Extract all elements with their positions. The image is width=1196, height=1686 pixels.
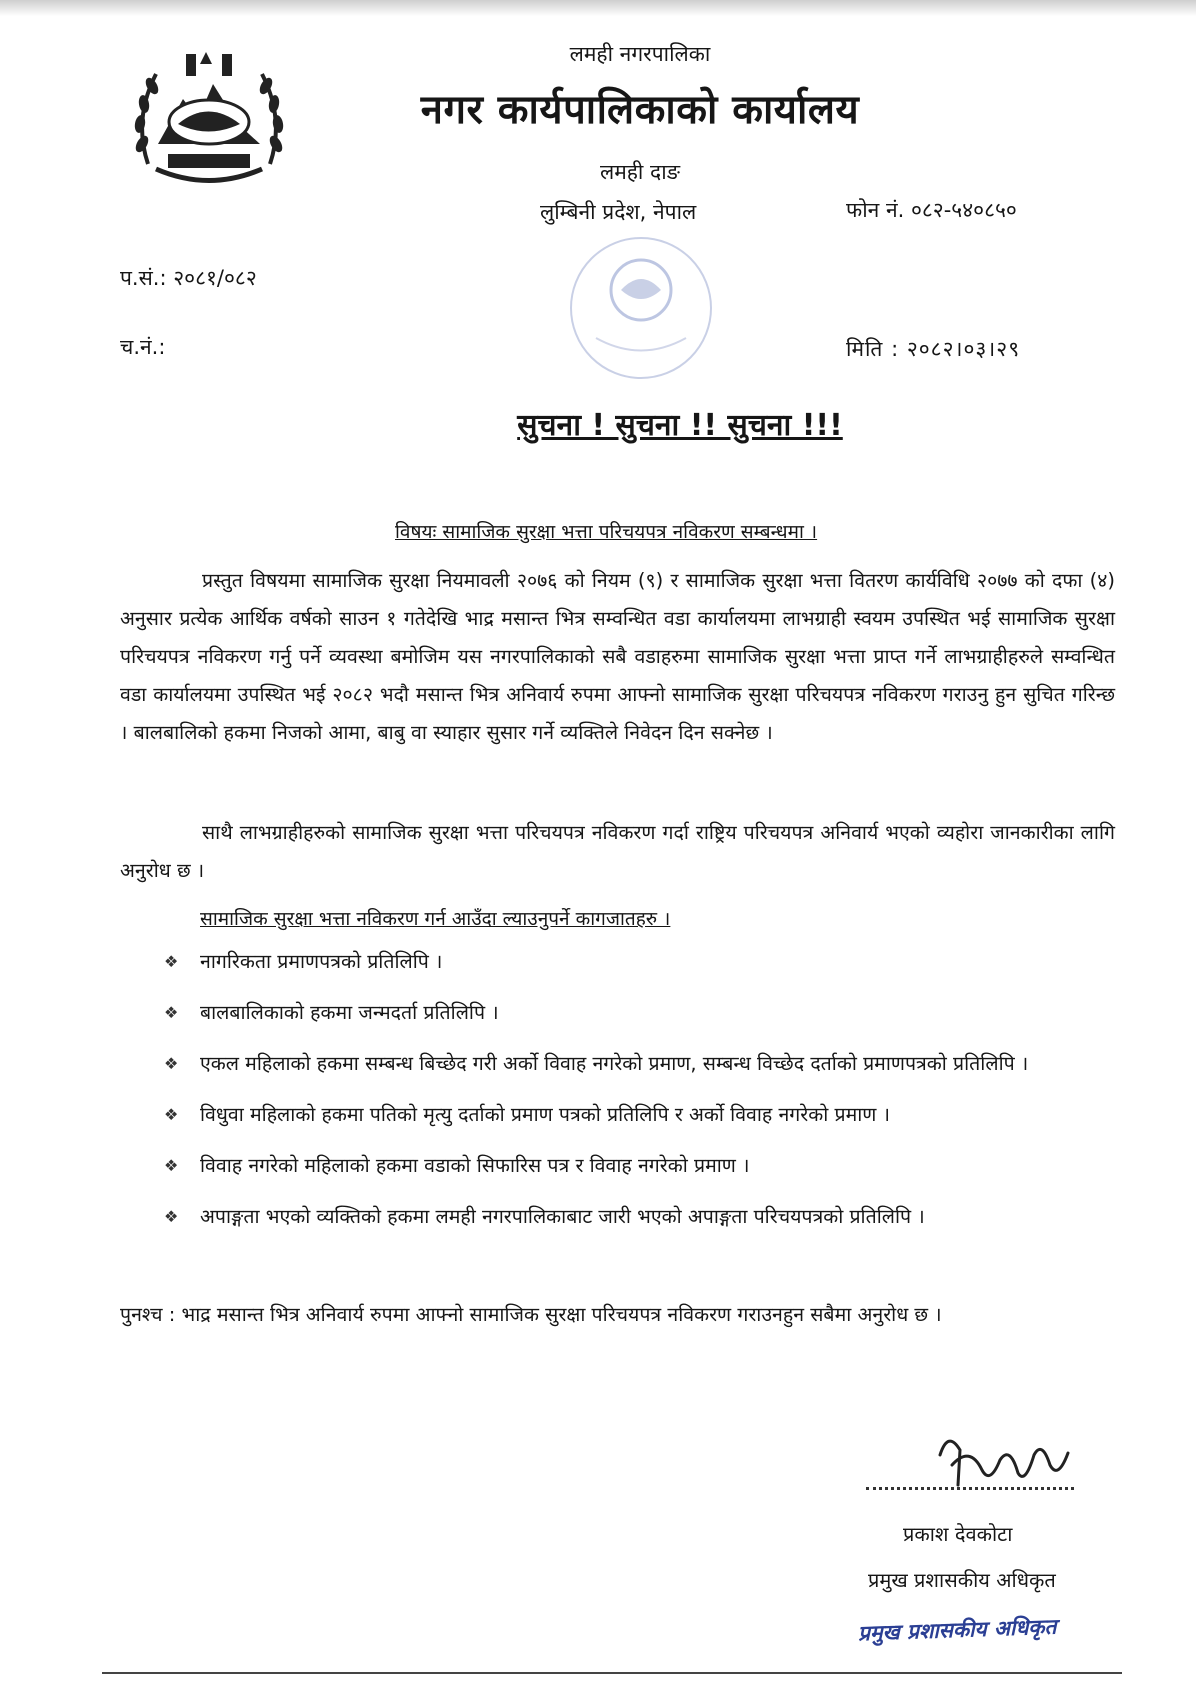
list-item (160, 1098, 1130, 1132)
designation-stamp: प्रमुख प्रशासकीय अधिकृत (857, 1614, 1057, 1646)
page-edge-shadow (0, 0, 1196, 16)
diamond-bullet-icon: ❖ (164, 1105, 179, 1124)
office-location: लमही दाङ (599, 160, 681, 184)
signature-line (866, 1487, 1074, 1490)
signer-title: प्रमुख प्रशासकीय अधिकृत (868, 1568, 1056, 1592)
diamond-bullet-icon: ❖ (164, 1207, 179, 1226)
signer-name: प्रकाश देवकोटा (903, 1522, 1013, 1546)
postscript: पुनश्च : भाद्र मसान्त भित्र अनिवार्य रुपमा आफ्नो सामाजिक सुरक्षा परिचयपत्र नविकरण गराउनहुन सबैमा अनुरोध छ । (120, 1303, 942, 1326)
diamond-bullet-icon: ❖ (164, 1156, 179, 1175)
documents-list (160, 945, 1130, 1251)
phone-number: फोन नं. ०८२-५४०८५० (846, 198, 1017, 222)
list-item-text: नागरिकता प्रमाणपत्रको प्रतिलिपि । (200, 950, 443, 973)
list-item (160, 996, 1130, 1030)
list-item (160, 1200, 1130, 1234)
list-item-text: विधुवा महिलाको हकमा पतिको मृत्यु दर्ताको प्रमाण पत्रको प्रतिलिपि र अर्को विवाह नगरेको प्रमाण । (200, 1103, 890, 1126)
diamond-bullet-icon: ❖ (164, 952, 179, 971)
list-item (160, 1047, 1130, 1081)
diamond-bullet-icon: ❖ (164, 1054, 179, 1073)
bottom-rule (102, 1672, 1122, 1674)
notice-title: सुचना ! सुचना !! सुचना !!! (517, 408, 843, 443)
list-item (160, 1149, 1130, 1183)
province-address: लुम्बिनी प्रदेश, नेपाल (540, 200, 697, 224)
body-paragraph-2: साथै लाभग्राहीहरुको सामाजिक सुरक्षा भत्ता परिचयपत्र नविकरण गर्दा राष्ट्रिय परिचयपत्र अनिवार्य भएको व्यहोरा जानकारीका लागि अनुरोध छ । (120, 821, 1115, 882)
diamond-bullet-icon: ❖ (164, 1003, 179, 1022)
office-stamp-icon (566, 228, 716, 388)
challan-number: च.नं.: (120, 335, 166, 359)
municipality-name: लमही नगरपालिका (569, 42, 711, 66)
reference-number: प.सं.: २०८१/०८२ (120, 266, 257, 290)
subject-line: विषयः सामाजिक सुरक्षा भत्ता परिचयपत्र नविकरण सम्बन्धमा । (395, 521, 818, 543)
list-item-text: विवाह नगरेको महिलाको हकमा वडाको सिफारिस पत्र र विवाह नगरेको प्रमाण । (200, 1154, 750, 1177)
list-item-text: एकल महिलाको हकमा सम्बन्ध बिच्छेद गरी अर्को विवाह नगरेको प्रमाण, सम्बन्ध विच्छेद दर्ताको प्रमाणपत्रको प्रतिलिपि । (200, 1052, 1029, 1075)
body-paragraph-1: प्रस्तुत विषयमा सामाजिक सुरक्षा नियमावली २०७६ को नियम (९) र सामाजिक सुरक्षा भत्ता वितरण कार्यविधि २०७७ को दफा (४) अनुसार प्रत्येक आर्थिक वर्षको साउन १ गतेदेखि भाद्र मसान्त भित्र सम्वन्धित वडा कार्यालयमा लाभग्राही स्वयम उपस्थित भई सामाजिक सुरक्षा परिचयपत्र नविकरण गर्नु पर्ने व्यवस्था बमोजिम यस नगरपालिकाको सबै वडाहरुमा सामाजिक सुरक्षा भत्ता प्राप्त गर्ने लाभग्राहीहरुले सम्वन्धित वडा कार्यालयमा उपस्थित भई २०८२ भदौ मसान्त भित्र अनिवार्य रुपमा आफ्नो सामाजिक सुरक्षा परिचयपत्र नविकरण गराउनु हुन सुचित गरिन्छ । बालबालिको हकमा निजको आमा, बाबु वा स्याहार सुसार गर्ने व्यक्तिले निवेदन दिन सक्नेछ । (120, 569, 1115, 744)
list-item-text: बालबालिकाको हकमा जन्मदर्ता प्रतिलिपि । (200, 1001, 499, 1024)
office-title: नगर कार्यपालिकाको कार्यालय (420, 87, 860, 133)
issue-date: मिति : २०८२।०३।२९ (846, 337, 1021, 361)
list-item (160, 945, 1130, 979)
list-item-text: अपाङ्गता भएको व्यक्तिको हकमा लमही नगरपालिकाबाट जारी भएको अपाङ्गता परिचयपत्रको प्रतिलिपि । (200, 1205, 925, 1228)
documents-heading: सामाजिक सुरक्षा भत्ता नविकरण गर्न आउँदा ल्याउनुपर्ने कागजातहरु । (200, 908, 671, 930)
